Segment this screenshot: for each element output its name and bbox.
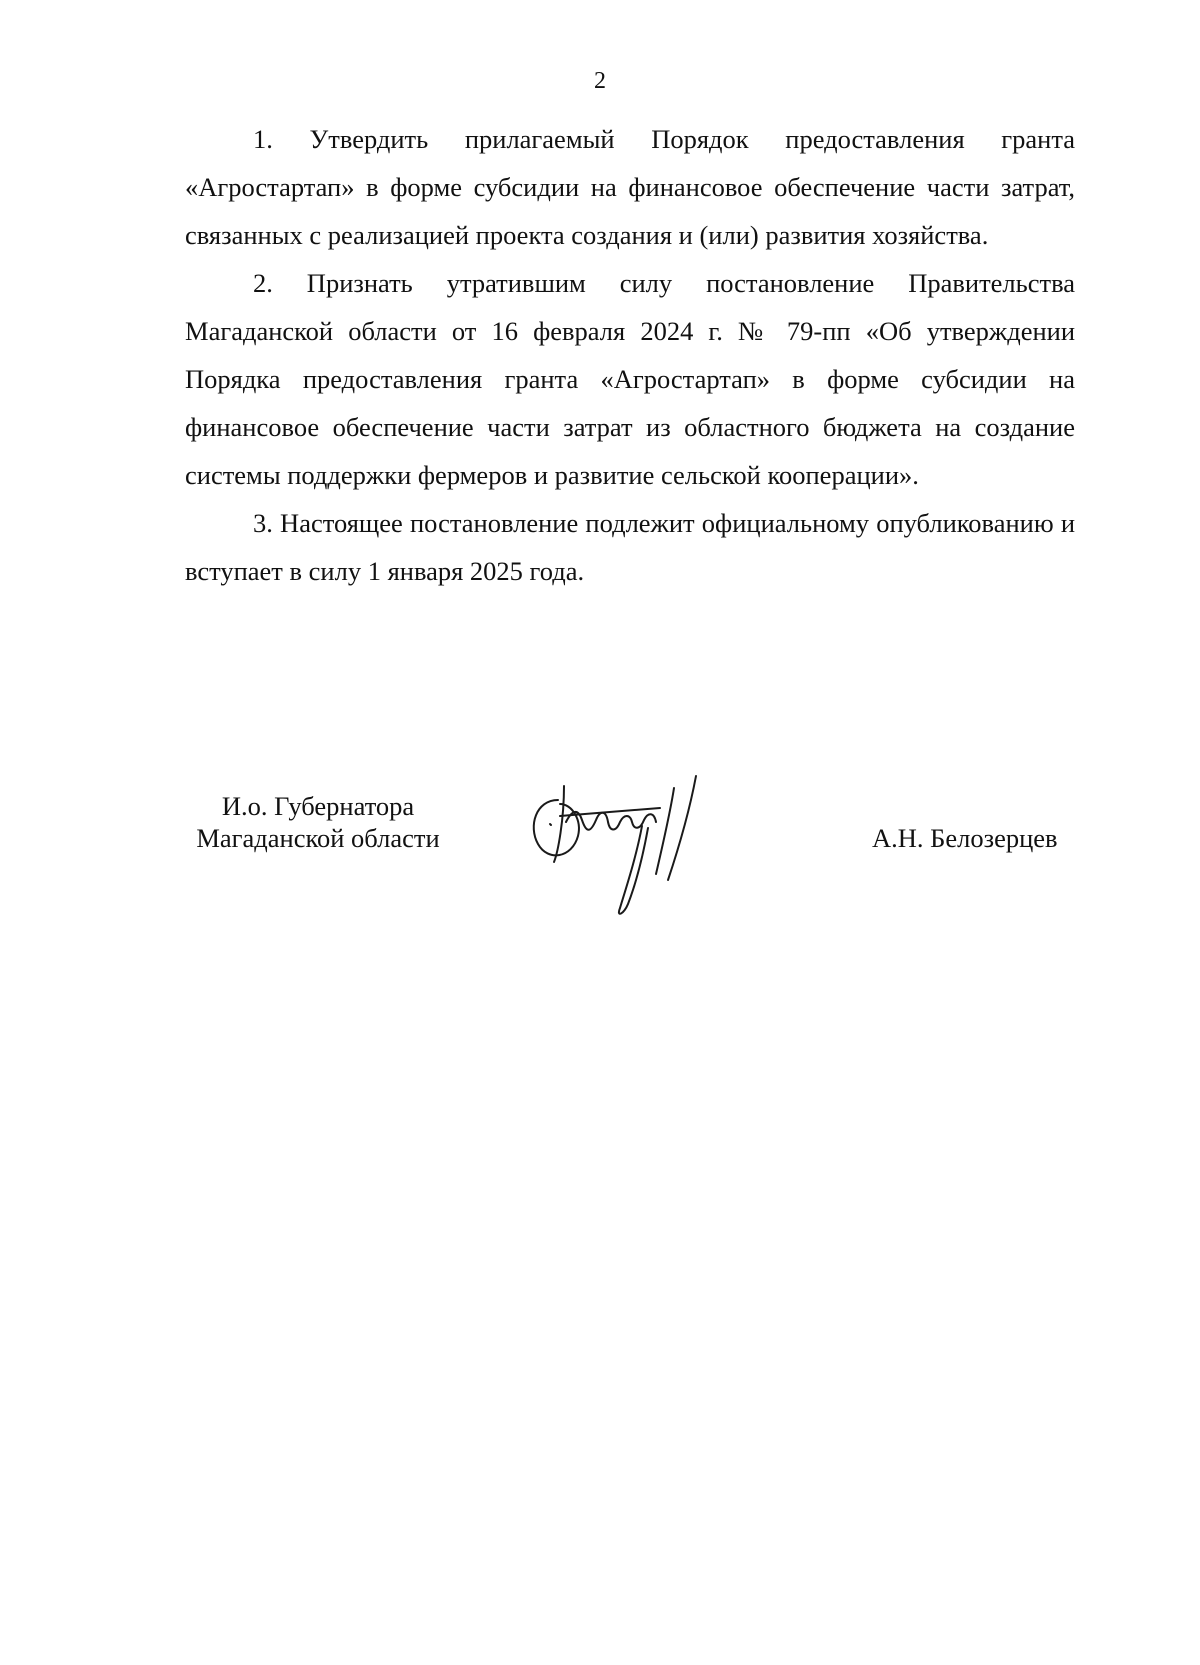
signer-position: [188, 790, 448, 854]
paragraph-entry-into-force: 3. Настоящее постановление подлежит официальному опубликованию и вступает в силу 1 января 2025 года.: [185, 508, 1075, 586]
signer-position-line-1: И.о. Губернатора: [221, 791, 415, 821]
paragraph-approve-procedure: 1. Утвердить прилагаемый Порядок предоставления гранта «Агростартап» в форме субсидии на финансовое обеспечение части затрат, связанных с реализацией проекта создания и (или) развития хозяйства.: [185, 124, 1075, 250]
paragraph-repeal-resolution: 2. Признать утратившим силу постановление Правительства Магаданской области от 16 февраля 2024 г. № 79-пп «Об утверждении Порядка предоставления гранта «Агростартап» в форме субсидии на финансовое обеспечение части затрат из областного бюджета на создание системы поддержки фермеров и развитие сельской кооперации».: [185, 268, 1075, 490]
resolution-body: [185, 115, 1075, 595]
handwritten-signature-icon: [520, 770, 760, 920]
signer-position-line-2: Магаданской области: [196, 823, 440, 853]
signature-block: [0, 790, 1200, 940]
page-number: 2: [594, 68, 606, 94]
signer-name: А.Н. Белозерцев: [872, 823, 1058, 853]
